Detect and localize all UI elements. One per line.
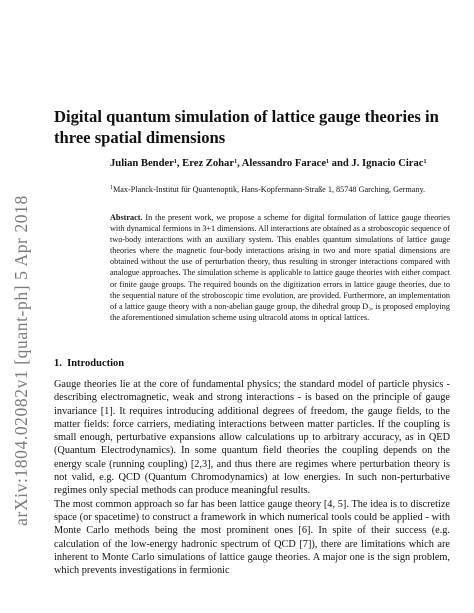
body-paragraph: Gauge theories lie at the core of fundamental physics; the standard model of particle physics - describing electromagnetic, weak and strong interactions - is based on the principle of gauge invariance [1]. It requires introducing additional degrees of freedom, the gauge fields, to the matter fields: force carriers, mediating interactions between matter particles. If the coupling is small enough, perturbative expansions allow calculations up to arbitrary accuracy, as in QED (Quantum Electrodynamics). In some quantum field theories the coupling depends on the energy scale (running coupling) [2,3], and thus there are regimes where perturbation theory is not valid, e.g. QCD (Quantum Chromodynamics) at low energies. In such non-perturbative regimes only special methods can produce meaningful results. xyxy=(54,379,450,497)
affiliation-text: Max-Planck-Institut für Quantenoptik, Hans-Kopfermann-Straße 1, 85748 Garching, Germany. xyxy=(113,185,426,194)
arxiv-stamp-text: arXiv:1804.02082v1 [quant-ph] 5 Apr 2018 xyxy=(10,194,31,526)
abstract-text: In the present work, we propose a scheme for digital formulation of lattice gauge theories with dynamical fermions in 3+1 dimensions. All interactions are obtained as a stroboscopic sequence of two-body interactions with an auxiliary system. This enables quantum simulations of lattice gauge theories where the magnetic four-body interactions arising in two and more spatial dimensions are obtained without the use of perturbation theory, thus resulting in stronger interactions compared with analogue approaches. The simulation scheme is applicable to lattice gauge theories with either compact or finite gauge groups. The required bounds on the digitization errors in lattice gauge theories, due to the sequential nature of the stroboscopic time evolution, are provided. Furthermore, an implementation of a lattice gauge theory with a non-abelian gauge group, the dihedral group D₃, is proposed employing the aforementioned simulation scheme using ultracold atoms in optical lattices. xyxy=(110,213,450,322)
abstract xyxy=(110,212,450,323)
author-separator: , xyxy=(237,158,242,169)
affiliation-mark: 1 xyxy=(110,185,113,191)
author-affiliation-mark: 1 xyxy=(173,159,177,165)
section-title: Introduction xyxy=(67,358,125,369)
author-list xyxy=(110,157,450,171)
section-heading xyxy=(54,358,124,369)
author-affiliation-mark: 1 xyxy=(326,159,330,165)
author-separator: and xyxy=(329,158,352,169)
author-affiliation-mark: 1 xyxy=(234,159,238,165)
author-name: J. Ignacio Cirac xyxy=(351,158,424,169)
abstract-label: Abstract. xyxy=(110,213,143,222)
arxiv-identifier-stamp xyxy=(6,150,36,570)
body-text xyxy=(54,378,450,577)
affiliation xyxy=(110,184,450,195)
author-name: Alessandro Farace xyxy=(241,158,327,169)
section-number: 1. xyxy=(54,358,62,369)
author-separator: , xyxy=(176,158,183,169)
body-paragraph: The most common approach so far has been lattice gauge theory [4, 5]. The idea is to discretize space (or spacetime) to construct a framework in which numerical tools could be applied - with Monte Carlo methods being the most prominent ones [6]. In spite of their success (e.g. calculation of the low-energy hadronic spectrum of QCD [7]), there are limitations which are inherent to Monte Carlo simulations of lattice gauge theories. A major one is the sign problem, which prevents investigations in fermionic xyxy=(54,498,450,577)
author-affiliation-mark: 1 xyxy=(423,159,427,165)
author-name: Erez Zohar xyxy=(182,158,235,169)
paper-title: Digital quantum simulation of lattice gauge theories in three spatial dimensions xyxy=(54,107,439,147)
author-name: Julian Bender xyxy=(110,158,174,169)
